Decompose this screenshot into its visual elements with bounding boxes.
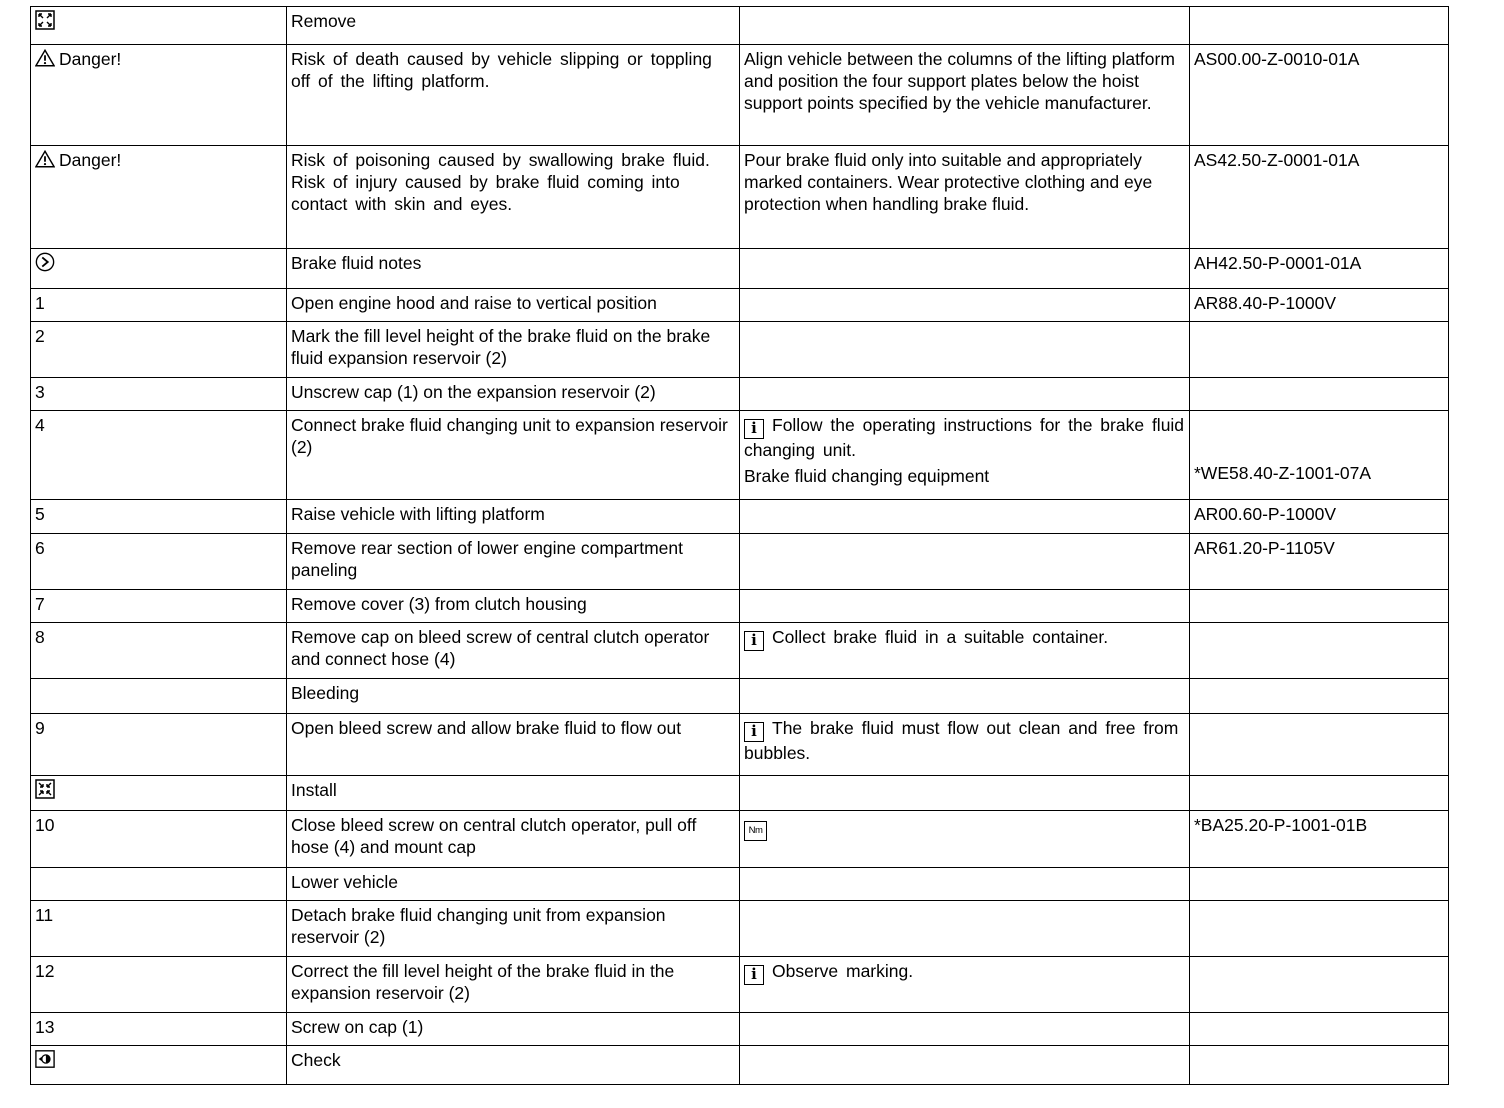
table-row: [31, 623, 1449, 679]
table-row: [31, 590, 1449, 623]
table-row: [31, 534, 1449, 590]
table-row: [31, 146, 1449, 249]
action-cell: Open bleed screw and allow brake fluid to flow out: [287, 714, 740, 776]
action-cell: Connect brake fluid changing unit to expansion reservoir (2): [287, 411, 740, 500]
step-number: 8: [31, 623, 287, 679]
step-cell: [31, 45, 287, 146]
reference-cell: [1190, 1013, 1449, 1046]
table-row: [31, 1046, 1449, 1085]
action-cell: Mark the fill level height of the brake fluid on the brake fluid expansion reservoir (2): [287, 322, 740, 378]
reference-cell: [1190, 957, 1449, 1013]
step-number: 2: [31, 322, 287, 378]
reference-link[interactable]: *BA25.20-P-1001-01B: [1190, 811, 1449, 868]
note-cell: [740, 1013, 1190, 1046]
step-number: 13: [31, 1013, 287, 1046]
note-cell: [740, 378, 1190, 411]
action-cell: Brake fluid notes: [287, 249, 740, 289]
action-cell: Unscrew cap (1) on the expansion reservoir (2): [287, 378, 740, 411]
note-cell: [740, 534, 1190, 590]
torque-icon: Nm: [744, 821, 767, 841]
reference-cell: [1190, 590, 1449, 623]
table-row: [31, 411, 1449, 500]
reference-link[interactable]: AS42.50-Z-0001-01A: [1190, 146, 1449, 249]
step-number: 7: [31, 590, 287, 623]
action-cell: Open engine hood and raise to vertical position: [287, 289, 740, 322]
note-cell: [740, 679, 1190, 714]
step-number: 12: [31, 957, 287, 1013]
table-row: [31, 679, 1449, 714]
info-note: Collect brake fluid in a suitable container.: [772, 627, 1109, 647]
action-cell: Raise vehicle with lifting platform: [287, 500, 740, 534]
step-cell: [31, 679, 287, 714]
table-row: [31, 378, 1449, 411]
reference-cell: [1190, 679, 1449, 714]
table-row: [31, 322, 1449, 378]
note-cell: [740, 901, 1190, 957]
reference-link[interactable]: AR00.60-P-1000V: [1190, 500, 1449, 534]
note-cell: [740, 411, 1190, 500]
warning-triangle-icon: [35, 149, 55, 169]
step-number: 4: [31, 411, 287, 500]
info-note: Follow the operating instructions for the brake fluid changing unit.: [744, 415, 1185, 460]
reference-cell: [1190, 1046, 1449, 1085]
note-cell: [740, 868, 1190, 901]
table-row: [31, 714, 1449, 776]
note-cell: [740, 714, 1190, 776]
reference-cell: [1190, 776, 1449, 811]
table-row: [31, 901, 1449, 957]
action-cell: Risk of poisoning caused by swallowing brake fluid. Risk of injury caused by brake fluid coming into contact with skin and eyes.: [287, 146, 740, 249]
note-cell: [740, 249, 1190, 289]
action-cell: Close bleed screw on central clutch operator, pull off hose (4) and mount cap: [287, 811, 740, 868]
table-row: [31, 45, 1449, 146]
notes-icon: [35, 252, 55, 272]
table-row: [31, 1013, 1449, 1046]
note-cell: [740, 500, 1190, 534]
step-number: 1: [31, 289, 287, 322]
step-number: 6: [31, 534, 287, 590]
install-icon: [35, 779, 55, 799]
table-row: [31, 500, 1449, 534]
step-number: 3: [31, 378, 287, 411]
action-cell: Risk of death caused by vehicle slipping or toppling off of the lifting platform.: [287, 45, 740, 146]
danger-label: Danger!: [59, 150, 122, 170]
note-cell: [740, 623, 1190, 679]
step-number: 5: [31, 500, 287, 534]
step-number: 10: [31, 811, 287, 868]
check-icon: [35, 1049, 55, 1069]
note-cell: [740, 811, 1190, 868]
info-icon: i: [744, 965, 764, 985]
reference-link[interactable]: *WE58.40-Z-1001-07A: [1194, 463, 1372, 483]
action-cell: Detach brake fluid changing unit from expansion reservoir (2): [287, 901, 740, 957]
table-row: [31, 776, 1449, 811]
action-cell: Remove cover (3) from clutch housing: [287, 590, 740, 623]
step-number: 11: [31, 901, 287, 957]
table-row: [31, 811, 1449, 868]
reference-link[interactable]: AS00.00-Z-0010-01A: [1190, 45, 1449, 146]
reference-cell: [1190, 901, 1449, 957]
table-row: [31, 249, 1449, 289]
note-cell: [740, 7, 1190, 45]
note-cell: [740, 322, 1190, 378]
info-note: Observe marking.: [772, 961, 914, 981]
step-cell: [31, 146, 287, 249]
step-cell: [31, 1046, 287, 1085]
step-cell: [31, 868, 287, 901]
note-cell: [740, 289, 1190, 322]
info-icon: i: [744, 631, 764, 651]
reference-cell: [1190, 714, 1449, 776]
step-number: 9: [31, 714, 287, 776]
action-cell: Screw on cap (1): [287, 1013, 740, 1046]
step-cell: [31, 7, 287, 45]
section-heading: Check: [287, 1046, 740, 1085]
warning-triangle-icon: [35, 48, 55, 68]
reference-link[interactable]: AR61.20-P-1105V: [1190, 534, 1449, 590]
action-cell: Remove cap on bleed screw of central clutch operator and connect hose (4): [287, 623, 740, 679]
reference-cell: [1190, 378, 1449, 411]
reference-cell: [1190, 322, 1449, 378]
step-cell: [31, 776, 287, 811]
step-cell: [31, 249, 287, 289]
action-cell: Lower vehicle: [287, 868, 740, 901]
action-cell: Remove: [287, 7, 740, 45]
reference-cell: [1190, 623, 1449, 679]
info-icon: i: [744, 419, 764, 439]
reference-cell: [1190, 411, 1449, 500]
reference-cell: [1190, 868, 1449, 901]
reference-link[interactable]: AH42.50-P-0001-01A: [1190, 249, 1449, 289]
info-note: The brake fluid must flow out clean and free from bubbles.: [744, 718, 1179, 763]
procedure-table: [30, 6, 1449, 1085]
reference-link[interactable]: AR88.40-P-1000V: [1190, 289, 1449, 322]
info-icon: i: [744, 722, 764, 742]
equipment-note: Brake fluid changing equipment: [744, 466, 990, 486]
section-heading: Bleeding: [287, 679, 740, 714]
reference-cell: [1190, 7, 1449, 45]
section-heading: Install: [287, 776, 740, 811]
remove-icon: [35, 10, 55, 30]
danger-label: Danger!: [59, 49, 122, 69]
table-row: [31, 957, 1449, 1013]
action-cell: Remove rear section of lower engine compartment paneling: [287, 534, 740, 590]
note-cell: [740, 590, 1190, 623]
note-cell: [740, 776, 1190, 811]
note-cell: [740, 957, 1190, 1013]
table-row: [31, 289, 1449, 322]
table-row: [31, 868, 1449, 901]
action-cell: Correct the fill level height of the brake fluid in the expansion reservoir (2): [287, 957, 740, 1013]
note-cell: Pour brake fluid only into suitable and appropriately marked containers. Wear protective clothing and eye protection when handling brake fluid.: [740, 146, 1190, 249]
note-cell: Align vehicle between the columns of the lifting platform and position the four support plates below the hoist support points specified by the vehicle manufacturer.: [740, 45, 1190, 146]
table-row: [31, 7, 1449, 45]
note-cell: [740, 1046, 1190, 1085]
